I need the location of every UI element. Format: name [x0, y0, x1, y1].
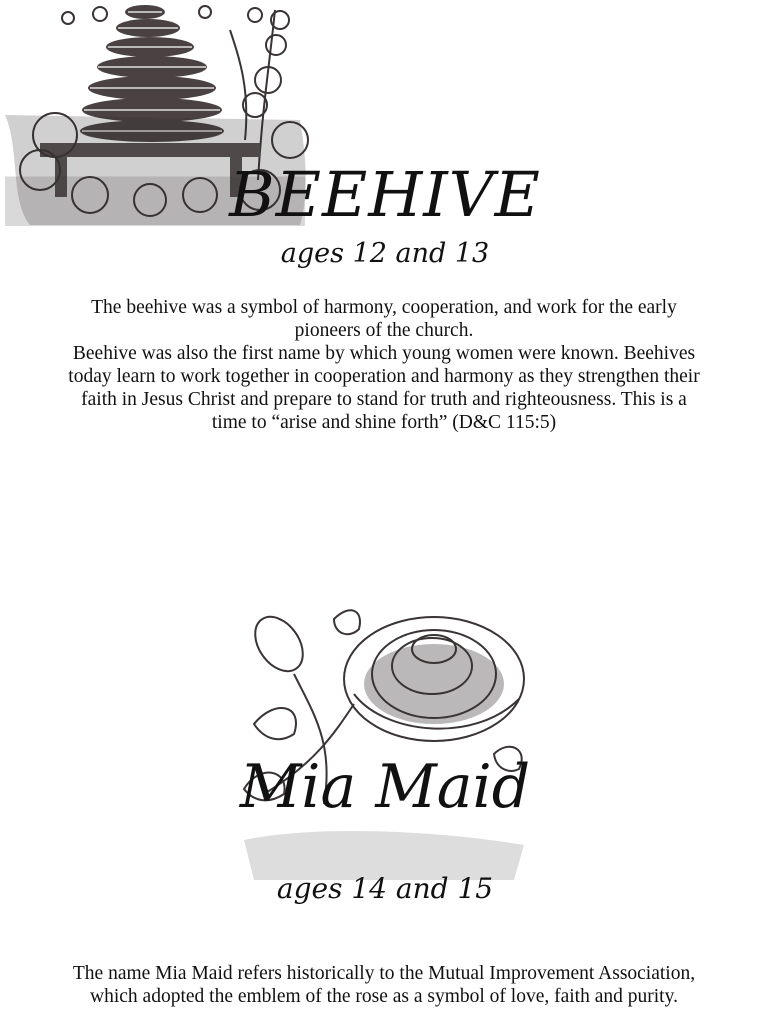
- beehive-paragraph-2: Beehive was also the first name by which young women were known. Beehives today learn to work together in cooperation and harmony as they strengthen their faith in Jesus Christ and prepare to stand for truth and righteousness. This is a time to “arise and shine forth” (D&C 115:5): [68, 343, 700, 433]
- mia-maid-description: The name Mia Maid refers historically to the Mutual Improvement Association, which adopted the emblem of the rose as a symbol of love, faith and purity.: [72, 963, 696, 1007]
- mia-maid-ages: ages 14 and 15: [276, 872, 494, 905]
- beehive-ages: ages 12 and 13: [280, 238, 490, 269]
- beehive-description: [62, 296, 706, 434]
- beehive-paragraph-1: The beehive was a symbol of harmony, cooperation, and work for the early pioneers of the church.: [91, 297, 677, 341]
- mia-maid-title: Mia Maid: [239, 752, 531, 822]
- beehive-title: BEEHIVE: [229, 158, 541, 231]
